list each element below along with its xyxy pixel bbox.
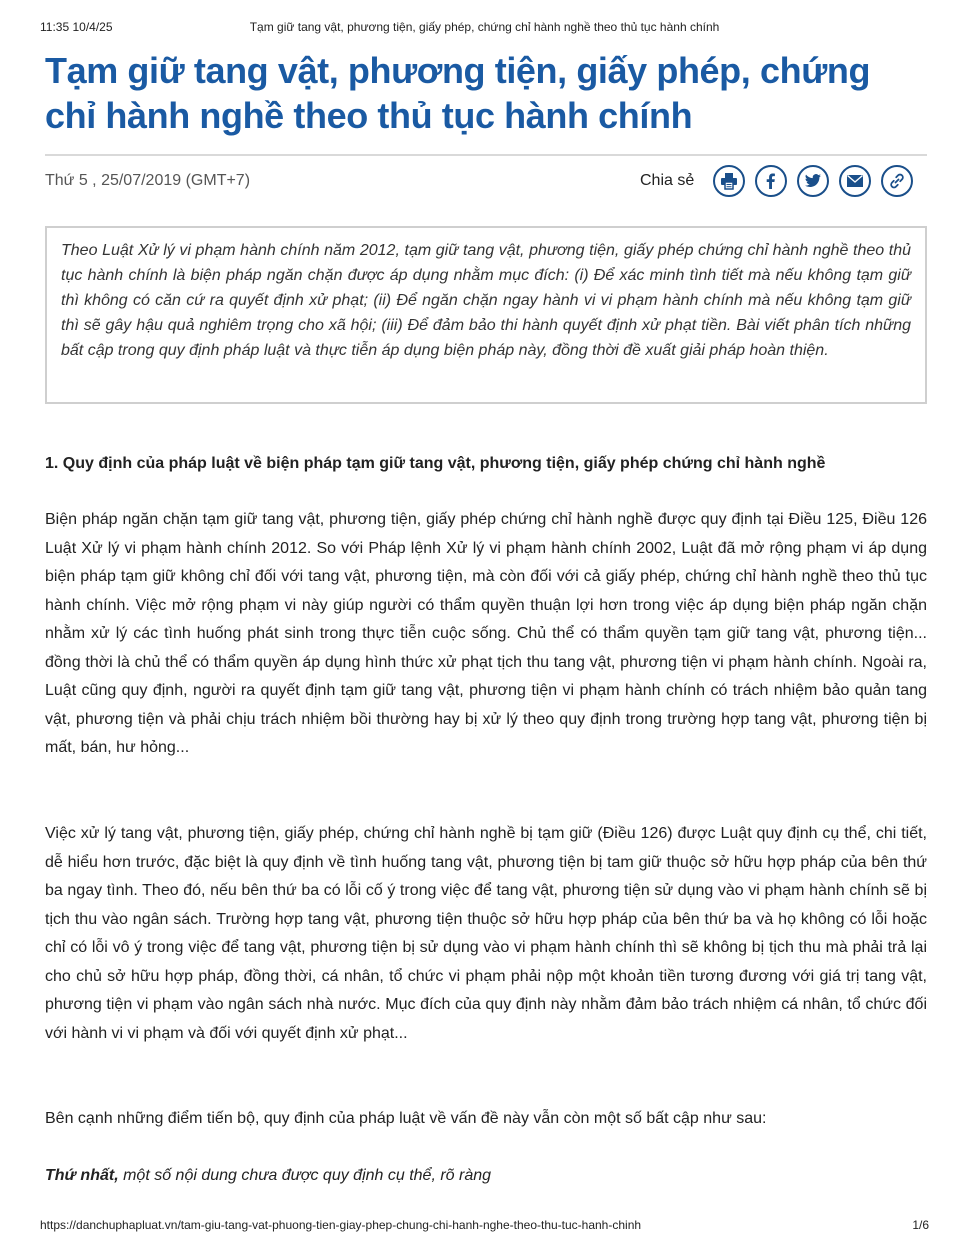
print-footer [40,1218,929,1234]
email-icon [846,172,864,190]
article-date: Thứ 5 , 25/07/2019 (GMT+7) [45,172,251,189]
page-url: https://danchuphapluat.vn/tam-giu-tang-vat-phuong-tien-giay-phep-chung-chi-hanh-nghe-theo-thu-tuc-hanh-chinh [40,1218,642,1232]
section-heading: 1. Quy định của pháp luật về biện pháp tạm giữ tang vật, phương tiện, giấy phép chứng chỉ hành nghề [45,455,826,472]
article-summary: Theo Luật Xử lý vi phạm hành chính năm 2012, tạm giữ tang vật, phương tiện, giấy phép chứng chỉ hành nghề theo thủ tục hành chính là biện pháp ngăn chặn được áp dụng nhằm mục đích: (i) Để xác minh tình tiết mà nếu không tạm giữ thì không có căn cứ ra quyết định xử phạt; (ii) Để ngăn chặn ngay hành vi vi phạm hành chính mà nếu không tạm giữ thì sẽ gây hậu quả nghiêm trọng cho xã hội; (iii) Để đảm bảo thi hành quyết định xử phạt tiền. Bài viết phân tích những bất cập trong quy định pháp luật và thực tiễn áp dụng biện pháp này, đồng thời đề xuất giải pháp hoàn thiện. [61,242,911,359]
twitter-icon [804,172,822,190]
title-divider [45,154,927,156]
page-number: 1/6 [912,1218,929,1232]
facebook-icon [762,172,780,190]
share-label: Chia sẻ [640,172,695,189]
print-button[interactable] [713,165,745,197]
first-point [45,1162,927,1191]
body-paragraph-2: Việc xử lý tang vật, phương tiện, giấy phép, chứng chỉ hành nghề bị tạm giữ (Điều 126) được Luật quy định cụ thể, chi tiết, dễ hiểu hơn trước, đặc biệt là quy định về tình huống tang vật, phương tiện bị tam giữ thuộc sở hữu hợp pháp của bên thứ ba ngay tình. Theo đó, nếu bên thứ ba có lỗi cố ý trong việc để tang vật, phương tiện sử dụng vào vi phạm hành chính sẽ bị tịch thu vào ngân sách. Trường hợp tang vật, phương tiện thuộc sở hữu hợp pháp của bên thứ ba và họ không có lỗi hoặc chỉ có lỗi vô ý trong việc để tang vật, phương tiện bị sử dụng vào vi phạm hành chính thì sẽ không bị tịch thu mà phải trả lại cho chủ sở hữu hợp pháp, đồng thời, cá nhân, tổ chức vi phạm phải nộp một khoản tiền tương đương với giá trị tang vật, phương tiện vi phạm vào ngân sách nhà nước. Mục đích của quy định này nhằm đảm bảo trách nhiệm cá nhân, tổ chức đối với hành vi vi phạm và đối với quyết định xử phạt... [45,825,927,1042]
article-summary-box [45,226,927,404]
copy-link-button[interactable] [881,165,913,197]
body-paragraph-3: Bên cạnh những điểm tiến bộ, quy định của pháp luật về vấn đề này vẫn còn một số bất cập như sau: [45,1110,767,1127]
print-icon [720,172,738,190]
link-icon [888,172,906,190]
print-timestamp: 11:35 10/4/25 [40,20,113,34]
email-share-button[interactable] [839,165,871,197]
body-paragraph-1: Biện pháp ngăn chặn tạm giữ tang vật, phương tiện, giấy phép chứng chỉ hành nghề được quy định tại Điều 125, Điều 126 Luật Xử lý vi phạm hành chính 2012. So với Pháp lệnh Xử lý vi phạm hành chính 2002, Luật đã mở rộng phạm vi áp dụng biện pháp tạm giữ không chỉ đối với tang vật, phương tiện, mà còn đối với cả giấy phép, chứng chỉ hành nghề theo thủ tục hành chính. Việc mở rộng phạm vi này giúp người có thẩm quyền thuận lợi hơn trong việc áp dụng biện pháp ngăn chặn nhằm xử lý các tình huống phát sinh trong thực tiễn cuộc sống. Chủ thể có thẩm quyền tạm giữ tang vật, phương tiện... đồng thời là chủ thể có thẩm quyền áp dụng hình thức xử phạt tịch thu tang vật, phương tiện vi phạm hành chính. Ngoài ra, Luật cũng quy định, người ra quyết định tạm giữ tang vật, phương tiện vi phạm hành chính có trách nhiệm bảo quản tang vật, phương tiện và phải chịu trách nhiệm bồi thường hay bị xử lý theo quy định trong trường hợp tang vật, phương tiện bị mất, bán, hư hỏng... [45,511,927,756]
first-point-label: Thứ nhất, [45,1167,119,1184]
facebook-share-button[interactable] [755,165,787,197]
first-point-text: một số nội dung chưa được quy định cụ thể, rõ ràng [118,1167,492,1184]
print-page-title: Tạm giữ tang vật, phương tiện, giấy phép, chứng chỉ hành nghề theo thủ tục hành chính [249,20,720,34]
article-title: Tạm giữ tang vật, phương tiện, giấy phép, chứng chỉ hành nghề theo thủ tục hành chính [45,50,871,136]
twitter-share-button[interactable] [797,165,829,197]
print-header [40,20,929,36]
